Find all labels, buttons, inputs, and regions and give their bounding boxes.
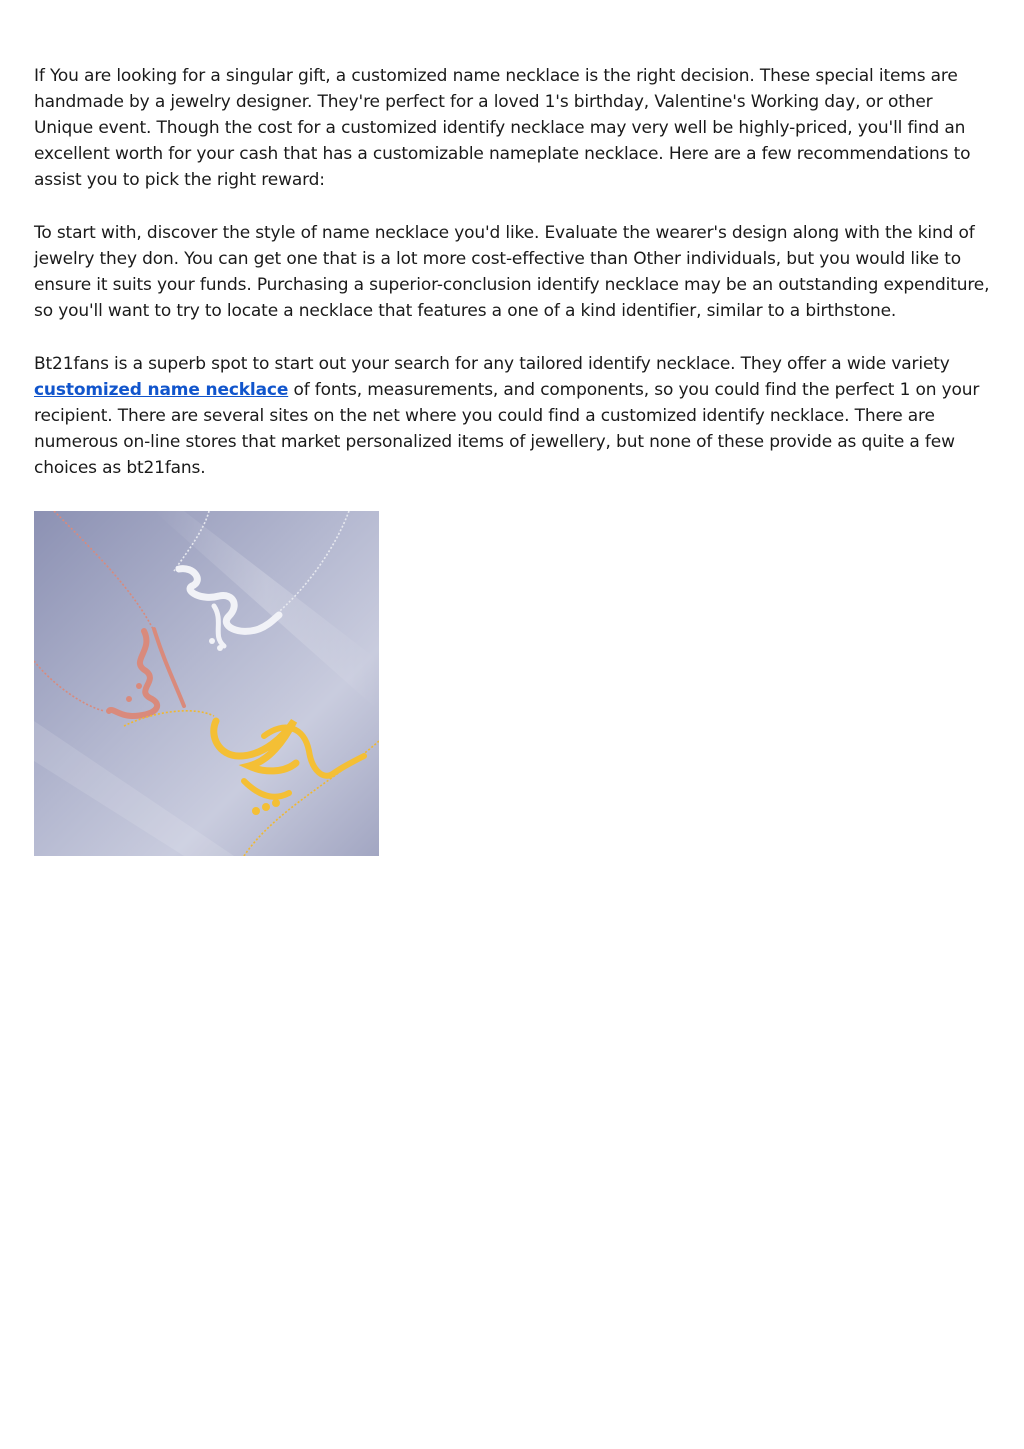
necklace-photo	[34, 511, 379, 856]
paragraph-style-advice: To start with, discover the style of name necklace you'd like. Evaluate the wearer's design along with the kind of jewelry they don. You can get one that is a lot more cost-effective than Other individuals, but you would like to ensure it suits your funds. Purchasing a superior-conclusion identify necklace may be an outstanding expenditure, so you'll want to try to locate a necklace that features a one of a kind identifier, similar to a birthstone.	[34, 223, 990, 321]
paragraph-text-before-link: Bt21fans is a superb spot to start out your search for any tailored identify necklace. They offer a wide variety	[34, 354, 950, 374]
paragraph-bt21fans	[34, 351, 994, 481]
paragraph-intro: If You are looking for a singular gift, a customized name necklace is the right decision. These special items are handmade by a jewelry designer. They're perfect for a loved 1's birthday, Valentine's Working day, or other Unique event. Though the cost for a customized identify necklace may very well be highly-priced, you'll find an excellent worth for your cash that has a customizable nameplate necklace. Here are a few recommendations to assist you to pick the right reward:	[34, 66, 971, 190]
article-body	[34, 63, 994, 508]
necklace-illustration	[34, 511, 379, 856]
paragraph-text-after-link: of fonts, measurements, and components, so you could find the perfect 1 on your recipient. There are several sites on the net where you could find a customized identify necklace. There are numerous on-line stores that market personalized items of jewellery, but none of these provide as quite a few choices as bt21fans.	[34, 380, 980, 478]
customized-name-necklace-link[interactable]: customized name necklace	[34, 380, 289, 400]
